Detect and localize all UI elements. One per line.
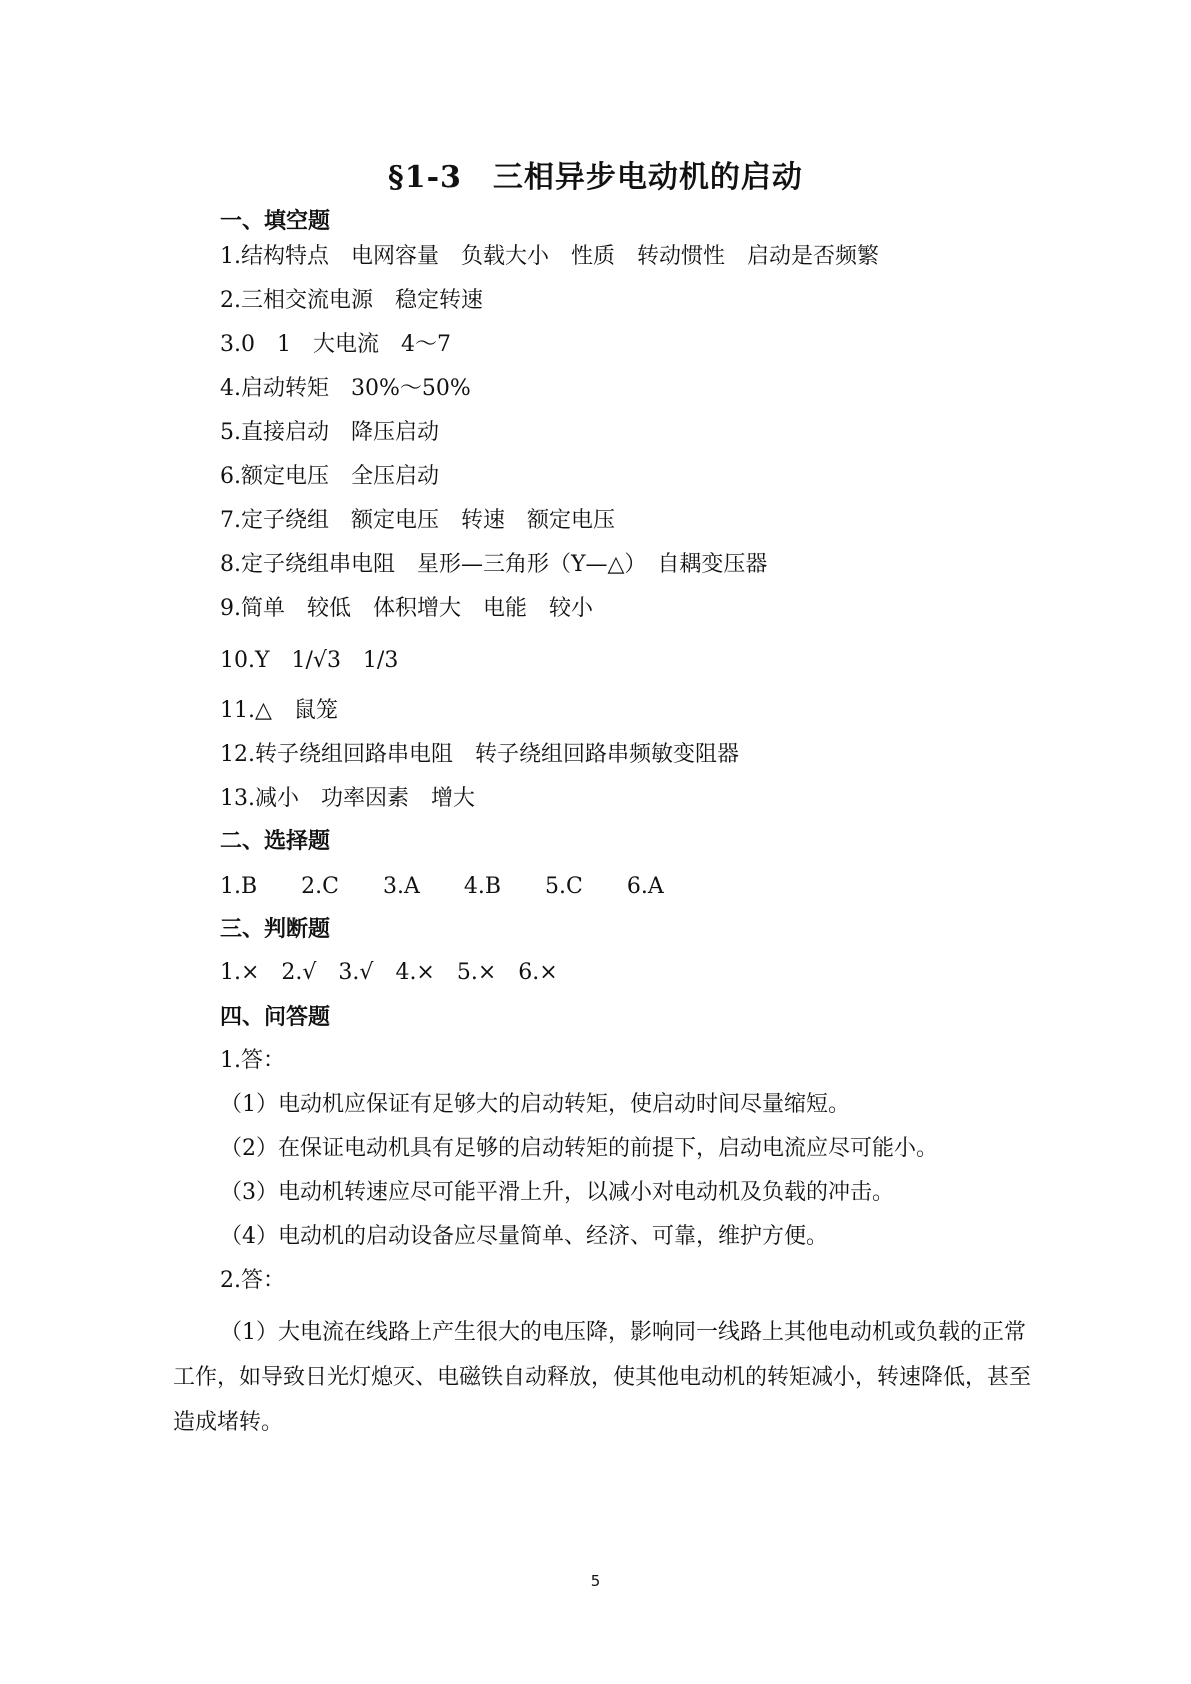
qa1-item-4: （4）电动机的启动设备应尽量简单、经济、可靠，维护方便。 xyxy=(220,1224,828,1249)
fill-blank-answer-4: 4.启动转矩 30%～50% xyxy=(220,376,471,401)
qa2-label: 2.答： xyxy=(220,1268,285,1293)
section-heading-fill-blank: 一、填空题 xyxy=(220,208,331,234)
page-number: 5 xyxy=(590,1572,601,1590)
fill-blank-answer-1: 1.结构特点 电网容量 负载大小 性质 转动惯性 启动是否频繁 xyxy=(220,244,879,269)
judge-answers: 1.× 2.√ 3.√ 4.× 5.× 6.× xyxy=(220,960,558,985)
section-heading-choice: 二、选择题 xyxy=(220,828,331,854)
section-heading-qa: 四、问答题 xyxy=(220,1004,331,1030)
qa1-item-2: （2）在保证电动机具有足够的启动转矩的前提下，启动电流应尽可能小。 xyxy=(220,1136,938,1161)
qa2-paragraph: （1）大电流在线路上产生很大的电压降，影响同一线路上其他电动机或负载的正常工作，如导致日光灯熄灭、电磁铁自动释放，使其他电动机的转矩减小，转速降低，甚至造成堵转。 xyxy=(173,1320,1032,1435)
fill-blank-answer-2: 2.三相交流电源 稳定转速 xyxy=(220,288,483,313)
fill-blank-answer-8: 8.定子绕组串电阻 星形—三角形（Y—△） 自耦变压器 xyxy=(220,552,768,577)
fill-blank-answer-3: 3.0 1 大电流 4～7 xyxy=(220,332,451,357)
fill-blank-answer-6: 6.额定电压 全压启动 xyxy=(220,464,439,489)
fill-blank-answer-10: 10.Y 1/√3 1/3 xyxy=(220,648,399,673)
qa1-label: 1.答： xyxy=(220,1048,285,1073)
qa1-item-3: （3）电动机转速应尽可能平滑上升，以减小对电动机及负载的冲击。 xyxy=(220,1180,894,1205)
qa1-item-1: （1）电动机应保证有足够大的启动转矩，使启动时间尽量缩短。 xyxy=(220,1092,850,1117)
fill-blank-answer-9: 9.简单 较低 体积增大 电能 较小 xyxy=(220,596,593,621)
section-heading-judge: 三、判断题 xyxy=(220,916,331,942)
fill-blank-answer-12: 12.转子绕组回路串电阻 转子绕组回路串频敏变阻器 xyxy=(220,742,739,767)
fill-blank-answer-11: 11.△ 鼠笼 xyxy=(220,698,338,723)
fill-blank-answer-7: 7.定子绕组 额定电压 转速 额定电压 xyxy=(220,508,615,533)
fill-blank-answer-13: 13.减小 功率因素 增大 xyxy=(220,786,475,811)
fill-blank-answer-5: 5.直接启动 降压启动 xyxy=(220,420,439,445)
page-title: §1-3 三相异步电动机的启动 xyxy=(388,160,803,195)
choice-answers: 1.B 2.C 3.A 4.B 5.C 6.A xyxy=(220,874,664,899)
